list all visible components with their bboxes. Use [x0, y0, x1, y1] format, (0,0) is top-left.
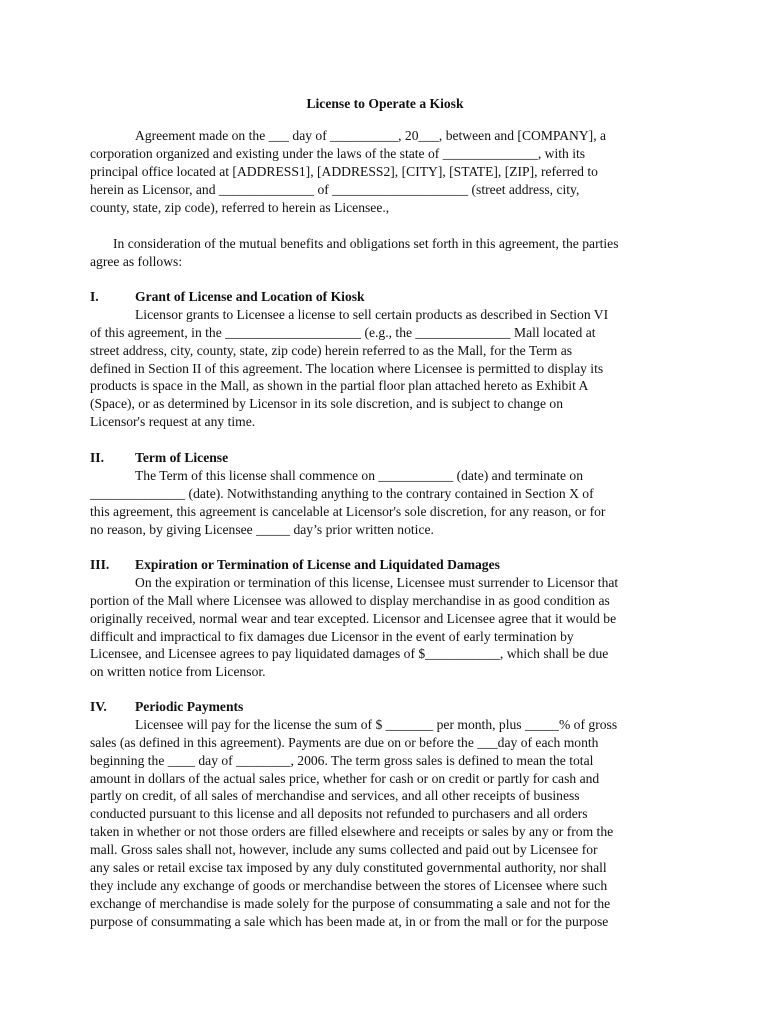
section-title: Periodic Payments	[135, 699, 244, 714]
preamble-line: corporation organized and existing under the laws of the state of ______________, with its	[90, 145, 586, 161]
section-line: difficult and impractical to fix damages due Licensor in the event of early termination by	[90, 628, 574, 644]
section-line: they include any exchange of goods or merchandise between the stores of Licensee where such	[90, 877, 608, 893]
section-line: exchange of merchandise is made solely for the purpose of consummating a sale and not for the	[90, 895, 611, 911]
section-line: purpose of consummating a sale which has been made at, in or from the mall or for the purpose	[90, 913, 609, 929]
section-heading	[90, 288, 680, 306]
section-line: no reason, by giving Licensee _____ day’s prior written notice.	[90, 521, 434, 537]
document-title: License to Operate a Kiosk	[306, 96, 464, 111]
section-line: this agreement, this agreement is cancelable at Licensor's sole discretion, for any reason, or for	[90, 503, 606, 519]
preamble-line: principal office located at [ADDRESS1], [ADDRESS2], [CITY], [STATE], [ZIP], referred to	[90, 163, 598, 179]
section-number: I.	[90, 289, 99, 304]
section-line: defined in Section II of this agreement. The location where Licensee is permitted to display its	[90, 360, 604, 376]
section-number: III.	[90, 557, 110, 572]
section-line: of this agreement, in the ____________________ (e.g., the ______________ Mall located at	[90, 324, 596, 340]
section-line: on written notice from Licensor.	[90, 664, 266, 680]
section-heading	[90, 698, 680, 716]
section-line: any sales or retail excise tax imposed by any duly constituted governmental authority, nor shall	[90, 860, 607, 876]
section-heading	[90, 556, 680, 574]
section-line: beginning the ____ day of ________, 2006. The term gross sales is defined to mean the total	[90, 752, 594, 768]
consideration-line: agree as follows:	[90, 253, 183, 269]
section-expiration-termination	[90, 556, 680, 681]
section-line: On the expiration or termination of this license, Licensee must surrender to Licensor that	[135, 574, 619, 590]
preamble-paragraph	[90, 127, 680, 216]
section-line: mall. Gross sales shall not, however, include any sums collected and paid out by Licensee for	[90, 842, 598, 858]
section-line: street address, city, county, state, zip code) herein referred to as the Mall, for the Term as	[90, 342, 573, 358]
consideration-line: In consideration of the mutual benefits and obligations set forth in this agreement, the parties	[113, 236, 619, 251]
section-line: Licensee, and Licensee agrees to pay liquidated damages of $___________, which shall be due	[90, 646, 609, 662]
section-title: Term of License	[135, 450, 229, 465]
section-line: amount in dollars of the actual sales price, whether for cash or on credit or partly for cash and	[90, 770, 600, 786]
preamble-line: Agreement made on the ___ day of __________, 20___, between and [COMPANY], a	[135, 128, 607, 143]
section-line: Licensor grants to Licensee a license to sell certain products as described in Section VI	[135, 306, 609, 322]
section-line: Licensor's request at any time.	[90, 414, 256, 430]
section-line: sales (as defined in this agreement). Payments are due on or before the ___day of each month	[90, 734, 599, 750]
section-line: originally received, normal wear and tear excepted. Licensor and Licensee agree that it would be	[90, 610, 617, 626]
section-number: IV.	[90, 699, 107, 714]
section-periodic-payments	[90, 698, 680, 931]
section-line: Licensee will pay for the license the sum of $ _______ per month, plus _____% of gross	[135, 716, 618, 732]
section-title: Expiration or Termination of License and Liquidated Damages	[135, 557, 500, 572]
section-number: II.	[90, 450, 104, 465]
consideration-paragraph	[90, 235, 680, 271]
section-line: products is space in the Mall, as shown in the partial floor plan attached hereto as Exhibit A	[90, 378, 589, 394]
section-line: ______________ (date). Notwithstanding anything to the contrary contained in Section X of	[90, 485, 594, 501]
section-line: (Space), or as determined by Licensor in its sole discretion, and is subject to change on	[90, 396, 564, 412]
preamble-line: county, state, zip code), referred to herein as Licensee.,	[90, 199, 390, 215]
section-line: The Term of this license shall commence on ___________ (date) and terminate on	[135, 467, 584, 483]
section-line: conducted pursuant to this license and all deposits not refunded to purchasers and all orders	[90, 806, 588, 822]
section-line: partly on credit, of all sales of merchandise and services, and all other receipts of business	[90, 788, 580, 804]
preamble-line: herein as Licensor, and ______________ of ____________________ (street address, city,	[90, 181, 580, 197]
section-term-of-license	[90, 449, 680, 538]
section-line: portion of the Mall where Licensee was allowed to display merchandise in as good condition as	[90, 592, 610, 608]
section-heading	[90, 449, 680, 467]
section-line: taken in whether or not those orders are filled elsewhere and receipts or sales by any or from the	[90, 824, 614, 840]
section-grant-of-license	[90, 288, 680, 431]
section-title: Grant of License and Location of Kiosk	[135, 289, 365, 304]
